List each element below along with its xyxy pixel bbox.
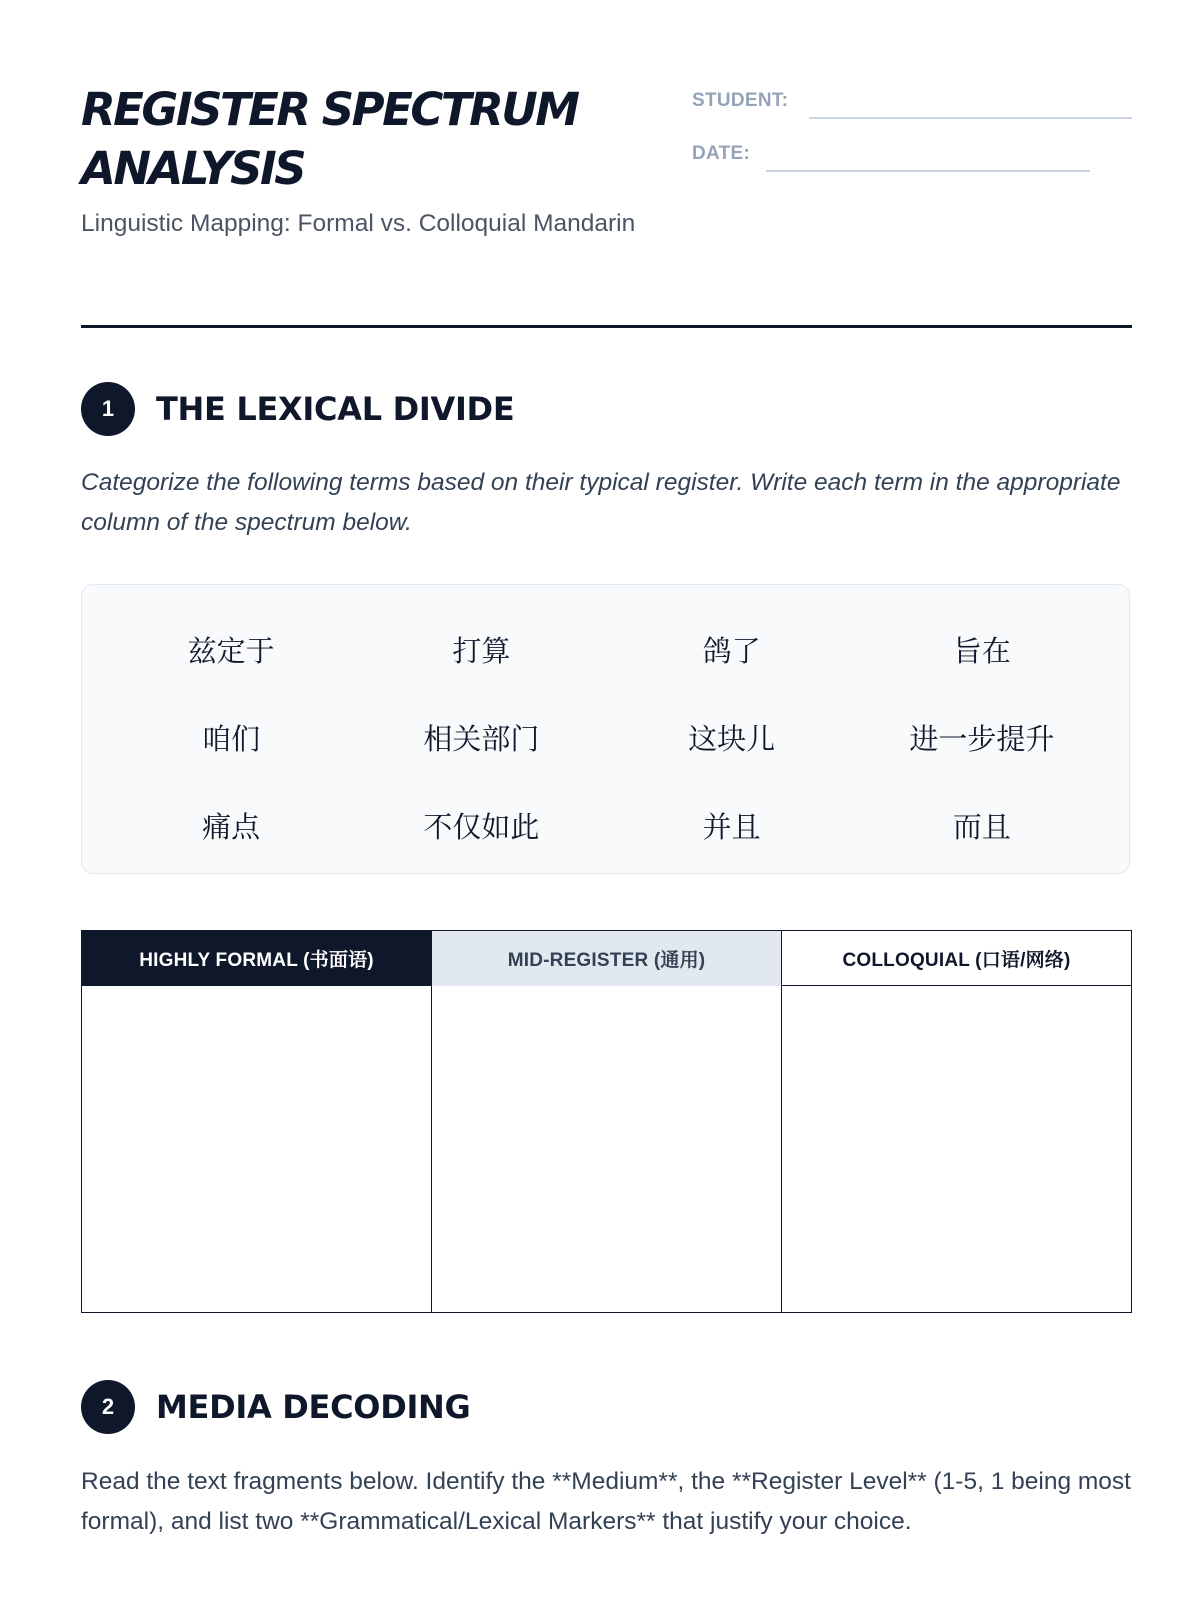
formal-column-header: HIGHLY FORMAL (书面语) <box>82 931 431 986</box>
worksheet-title: REGISTER SPECTRUM ANALYSIS <box>81 83 578 195</box>
word-bank <box>81 584 1130 874</box>
title-block <box>81 80 641 244</box>
date-field[interactable] <box>766 170 1090 172</box>
section-1-instructions: Categorize the following terms based on their typical register. Write each term in the appropriate column of the spectrum below. <box>81 469 1121 536</box>
section-title: MEDIA DECODING <box>156 1388 471 1426</box>
colloquial-answer-area[interactable] <box>782 986 1131 1312</box>
worksheet-header <box>81 80 1132 328</box>
section-title: THE LEXICAL DIVIDE <box>156 390 515 428</box>
word-bank-term: 旨在 <box>952 633 1011 668</box>
student-row <box>692 90 1132 143</box>
word-bank-term: 鸽了 <box>702 633 761 668</box>
worksheet-subtitle: Linguistic Mapping: Formal vs. Colloquial Mandarin <box>81 210 636 237</box>
section-number-badge: 2 <box>81 1380 135 1434</box>
date-label: DATE: <box>692 143 751 164</box>
formal-column <box>82 931 431 1312</box>
worksheet-page <box>81 0 1132 1600</box>
word-bank-term: 而且 <box>952 809 1011 844</box>
section-2-header <box>81 1380 1132 1436</box>
mid-register-column-header: MID-REGISTER (通用) <box>432 931 781 986</box>
word-bank-term: 咱们 <box>202 721 261 756</box>
section-number-badge: 1 <box>81 382 135 436</box>
section-2-instructions: Read the text fragments below. Identify the **Medium**, the **Register Level** (1-5, 1 being most formal), and list two **Grammatical/Lexical Markers** that justify your choice. <box>81 1468 1131 1535</box>
word-bank-grid <box>106 605 1107 869</box>
word-bank-term: 痛点 <box>202 809 261 844</box>
formal-answer-area[interactable] <box>82 986 431 1312</box>
word-bank-term: 相关部门 <box>423 721 540 756</box>
word-bank-term: 兹定于 <box>187 633 275 668</box>
mid-register-answer-area[interactable] <box>432 986 781 1312</box>
student-label: STUDENT: <box>692 90 789 111</box>
word-bank-term: 这块儿 <box>688 721 776 756</box>
student-meta <box>692 90 1132 196</box>
colloquial-column-header: COLLOQUIAL (口语/网络) <box>782 931 1131 986</box>
date-row <box>692 143 1132 196</box>
register-spectrum-table <box>81 930 1132 1313</box>
word-bank-term: 不仅如此 <box>423 809 540 844</box>
student-name-field[interactable] <box>809 117 1132 119</box>
word-bank-term: 进一步提升 <box>909 721 1055 756</box>
word-bank-term: 并且 <box>702 809 761 844</box>
word-bank-term: 打算 <box>452 633 511 668</box>
section-1-header <box>81 382 1132 438</box>
colloquial-column <box>781 931 1131 1312</box>
mid-register-column <box>431 931 781 1312</box>
